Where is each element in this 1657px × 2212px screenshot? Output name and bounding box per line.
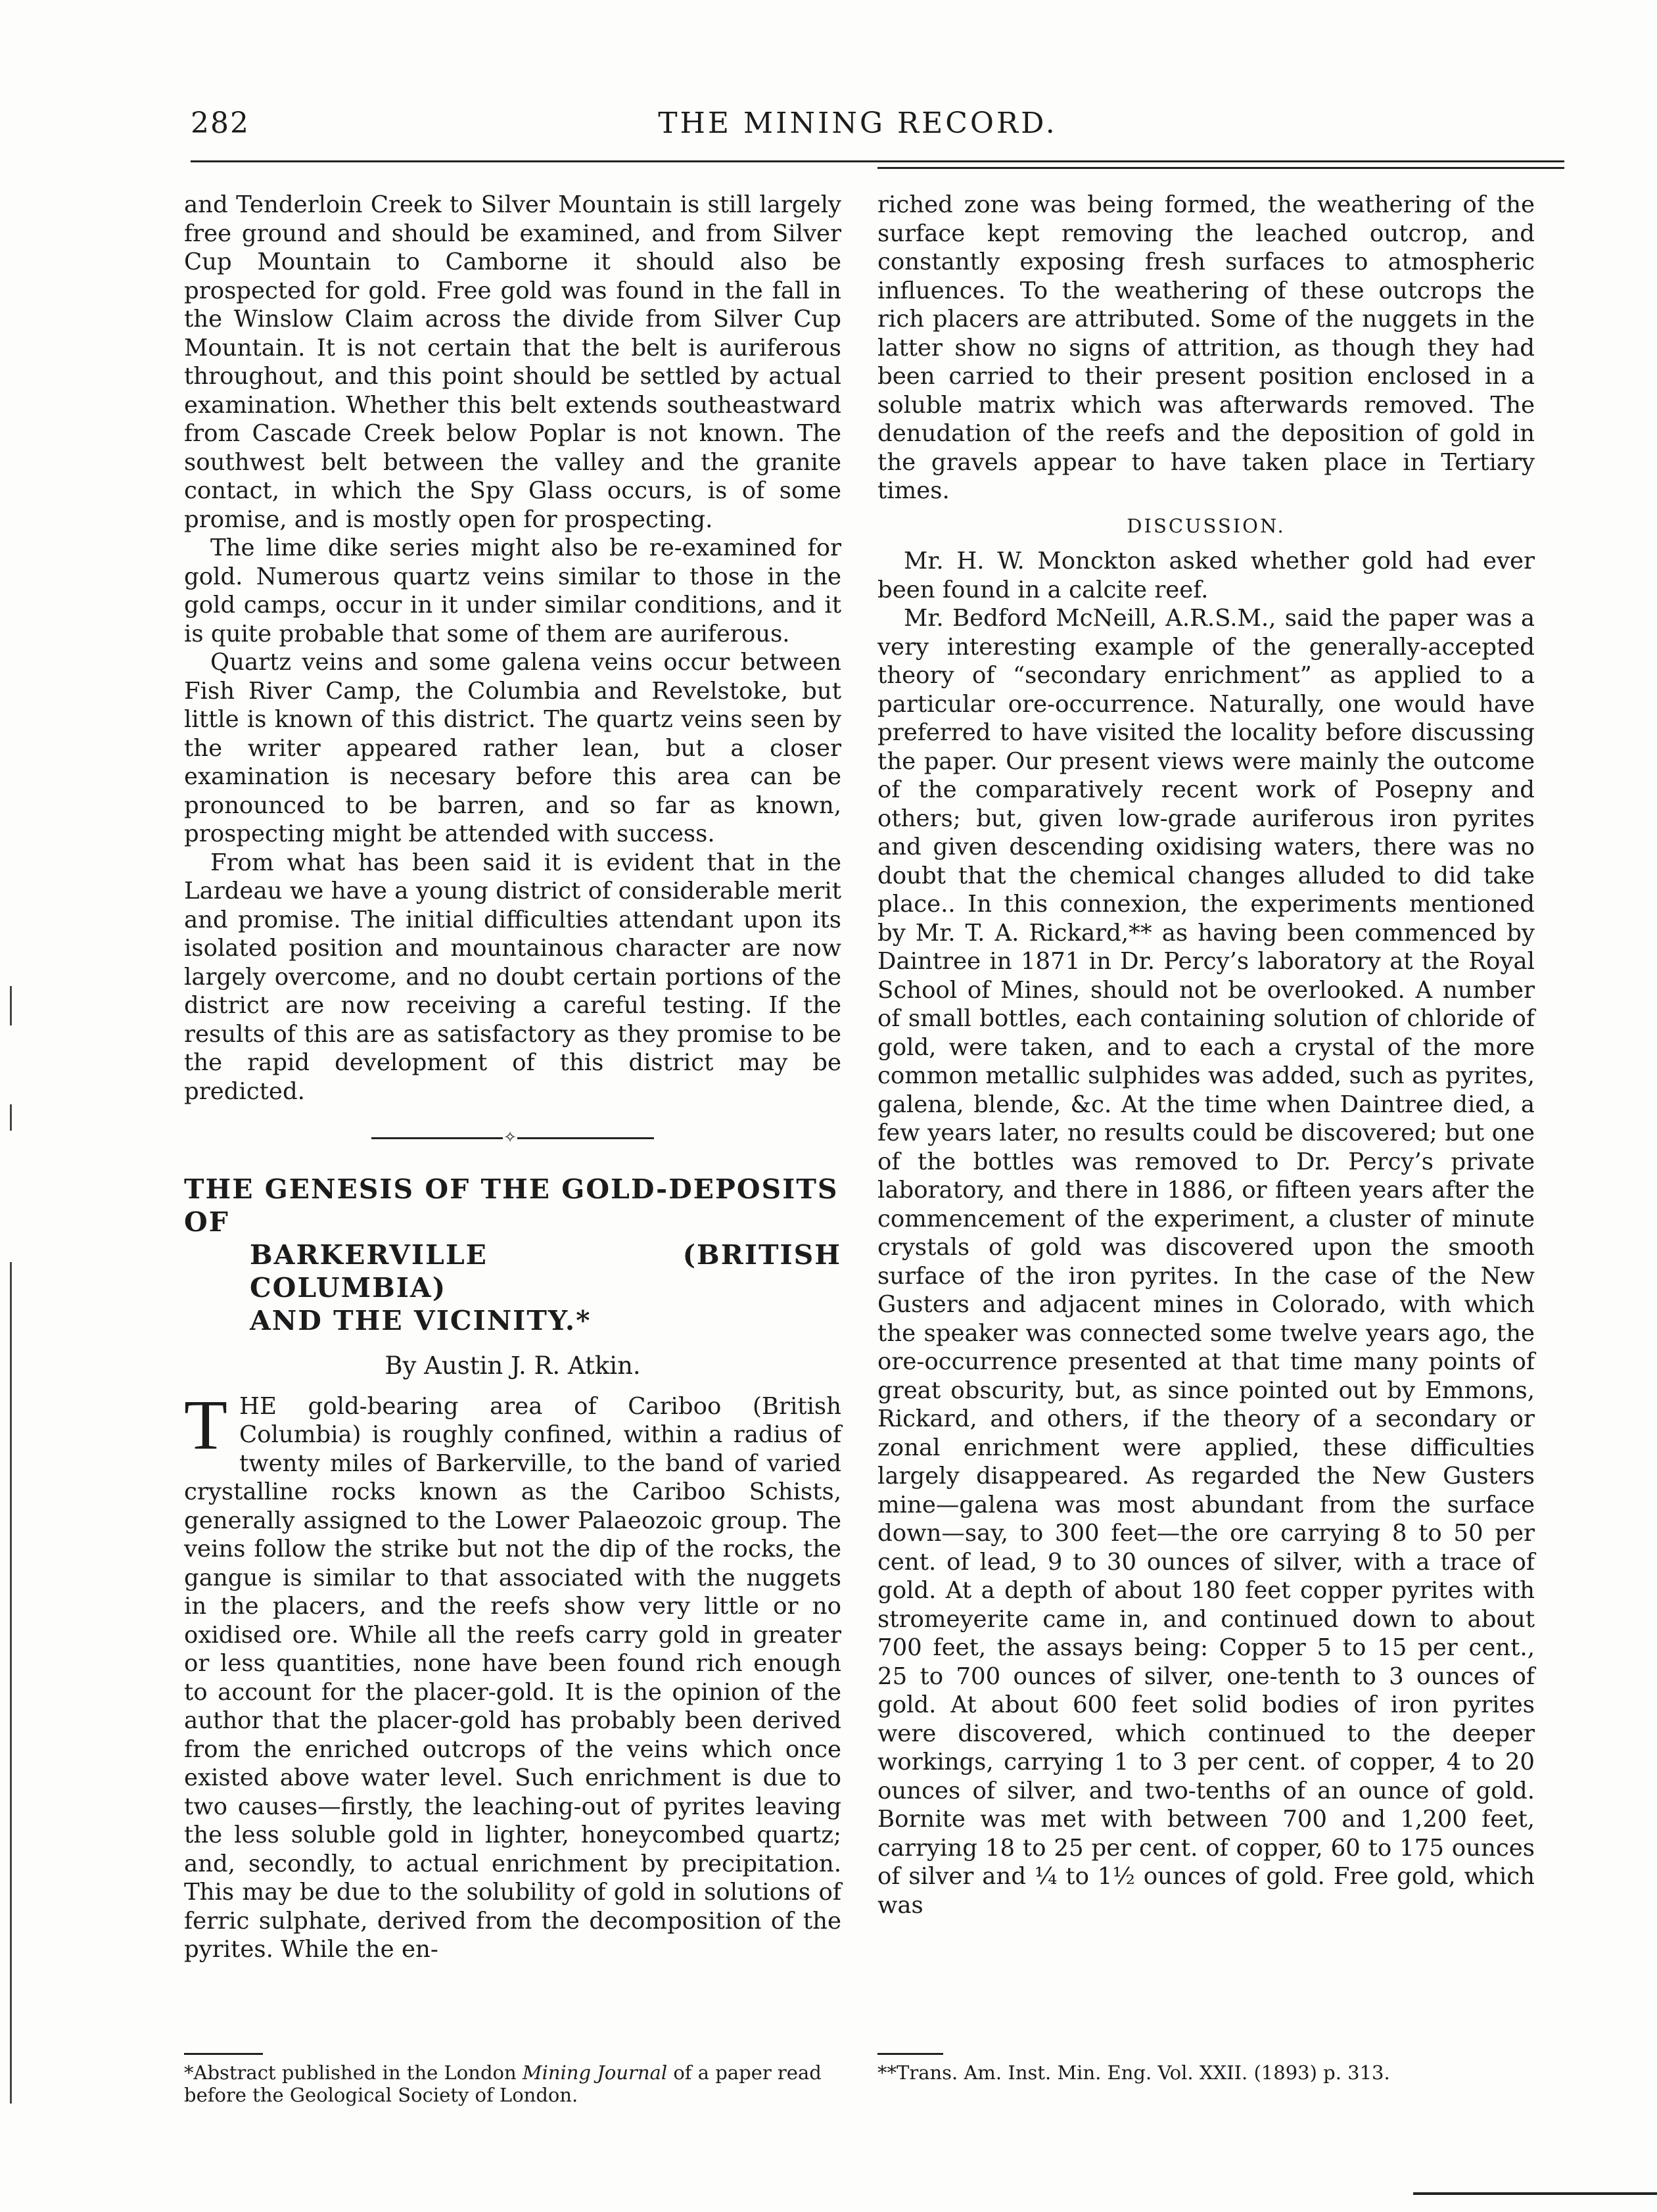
article-title-line-1: THE GENESIS OF THE GOLD-DEPOSITS OF	[184, 1173, 839, 1238]
footnote-text-a: *Abstract published in the London	[184, 2061, 523, 2084]
footnote-left	[184, 2061, 841, 2106]
page-header	[151, 106, 1564, 153]
paragraph: Quartz veins and some galena veins occur between Fish River Camp, the Columbia and Revelstoke, but little is known of this district. The quartz veins seen by the writer appeared rather lean, but a closer examination is necesary before this area can be pronounced to be barren, and so far as known, prospecting might be attended with success.	[184, 649, 841, 847]
header-rule-double	[877, 167, 1564, 169]
paragraph: riched zone was being formed, the weathering of the surface kept removing the leached outcrop, and constantly exposing fresh surfaces to atmospheric influences. To the weathering of these outcrops the rich placers are attributed. Some of the nuggets in the latter show no signs of attrition, as though they had been carried to their present position enclosed in a soluble matrix which was afterwards removed. The denudation of the reefs and the deposition of gold in the gravels appear to have taken place in Tertiary times.	[877, 191, 1535, 504]
page-number: 282	[191, 106, 250, 140]
byline: By Austin J. R. Atkin.	[385, 1352, 641, 1380]
footnote-journal: Mining Journal	[522, 2061, 668, 2084]
discussion-heading: DISCUSSION.	[1127, 514, 1286, 537]
paragraph: and Tenderloin Creek to Silver Mountain is still largely free ground and should be examined, and from Silver Cup Mountain to Camborne it should also be prospected for gold. Free gold was found in the fall in the Winslow Claim across the divide from Silver Cup Mountain. It is not certain that the belt is auriferous throughout, and this point should be settled by actual examination. Whether this belt extends southeastward from Cascade Creek below Poplar is not known. The southwest belt between the valley and the granite contact, in which the Spy Glass occurs, is of some promise, and is mostly open for prospecting.	[184, 191, 841, 533]
drop-cap: T	[184, 1386, 227, 1465]
article-title-line-2: BARKERVILLE (BRITISH COLUMBIA)	[250, 1239, 841, 1304]
right-column	[877, 191, 1535, 1919]
paragraph: Mr. Bedford McNeill, A.R.S.M., said the paper was a very interesting example of the generally-accepted theory of “secondary enrichment” as applied to a particular ore-occurrence. Naturally, one would have preferred to have visited the locality before discussing the paper. Our present views were mainly the outcome of the comparatively recent work of Posepny and others; but, given low-grade auriferous iron pyrites and given descending oxidising waters, there was no doubt that the chemical changes alluded to did take place.. In this connexion, the experiments mentioned by Mr. T. A. Rickard,** as having been commenced by Daintree in 1871 in Dr. Percy’s laboratory at the Royal School of Mines, should not be overlooked. A number of small bottles, each containing solution of chloride of gold, were taken, and to each a crystal of the more common metallic sulphides was added, such as pyrites, galena, blende, &c. At the time when Daintree died, a few years later, no results could be discovered; but one of the bottles was removed to Dr. Percy’s private laboratory, and there in 1886, or fifteen years after the commencement of the experiment, a cluster of minute crystals of gold was discovered upon the smooth surface of the iron pyrites. In the case of the New Gusters and adjacent mines in Colorado, with which the speaker was connected some twelve years ago, the ore-occurrence presented at that time many points of great obscurity, but, as since pointed out by Emmons, Rickard, and others, if the theory of a secondary or zonal enrichment were applied, these difficulties largely disappeared. As regarded the New Gusters mine—galena was most abundant from the surface down—say, to 300 feet—the ore carrying 8 to 50 per cent. of lead, 9 to 30 ounces of silver, with a trace of gold. At a depth of about 180 feet copper pyrites with stromeyerite came in, and continued down to about 700 feet, the assays being: Copper 5 to 15 per cent., 25 to 700 ounces of silver, one-tenth to 3 ounces of gold. At about 600 feet solid bodies of iron pyrites were discovered, which continued to the deeper workings, carrying 1 to 3 per cent. of copper, 4 to 20 ounces of silver, and two-tenths of an ounce of gold. Bornite was met with between 700 and 1,200 feet, carrying 18 to 25 per cent. of copper, 60 to 175 ounces of silver and ¼ to 1½ ounces of gold. Free gold, which was	[877, 605, 1535, 1919]
footnote-rule	[877, 2053, 943, 2055]
footnote-rule	[184, 2053, 263, 2055]
section-divider	[371, 1128, 654, 1146]
left-column	[184, 191, 841, 1964]
footnote-right: **Trans. Am. Inst. Min. Eng. Vol. XXII. (1893) p. 313.	[877, 2061, 1390, 2084]
paragraph: From what has been said it is evident that in the Lardeau we have a young district of considerable merit and promise. The initial difficulties attendant upon its isolated position and mountainous character are now largely overcome, and no doubt certain portions of the district are now receiving a careful testing. If the results of this are as satisfactory as they promise to be the rapid development of this district may be predicted.	[184, 849, 841, 1105]
article-title	[184, 1173, 841, 1337]
footnote-text-b: of a paper read before the Geological Society of London.	[184, 2061, 822, 2106]
article-body-paragraph	[184, 1386, 841, 1964]
scan-edge-rule	[1413, 2192, 1657, 2195]
article-title-line-3: AND THE VICINITY.*	[250, 1305, 592, 1336]
article-body-text: HE gold-bearing area of Cariboo (British Columbia) is roughly confined, within a radius of twenty miles of Barkerville, to the band of varied crystalline rocks known as the Cariboo Schists, generally assigned to the Lower Palaeozoic group. The veins follow the strike but not the dip of the rocks, the gangue is similar to that associated with the nuggets in the placers, and the reefs show very little or no oxidised ore. While all the reefs carry gold in greater or less quantities, none have been found rich enough to account for the placer-gold. It is the opinion of the author that the placer-gold has probably been derived from the enriched outcrops of the veins which once existed above water level. Such enrichment is due to two causes—firstly, the leaching-out of pyrites leaving the less soluble gold in lighter, honeycombed quartz; and, secondly, to actual enrichment by precipitation. This may be due to the solubility of gold in solutions of ferric sulphate, derived from the decomposition of the pyrites. While the en-	[184, 1392, 841, 1963]
running-title: THE MINING RECORD.	[658, 106, 1058, 140]
paragraph: Mr. H. W. Monckton asked whether gold had ever been found in a calcite reef.	[877, 548, 1535, 603]
header-rule	[191, 160, 1564, 162]
scan-margin-marks	[7, 986, 16, 2104]
paragraph: The lime dike series might also be re-examined for gold. Numerous quartz veins similar to those in the gold camps, occur in it under similar conditions, and it is quite probable that some of them are auriferous.	[184, 534, 841, 647]
divider-ornament: ✧	[503, 1128, 517, 1146]
